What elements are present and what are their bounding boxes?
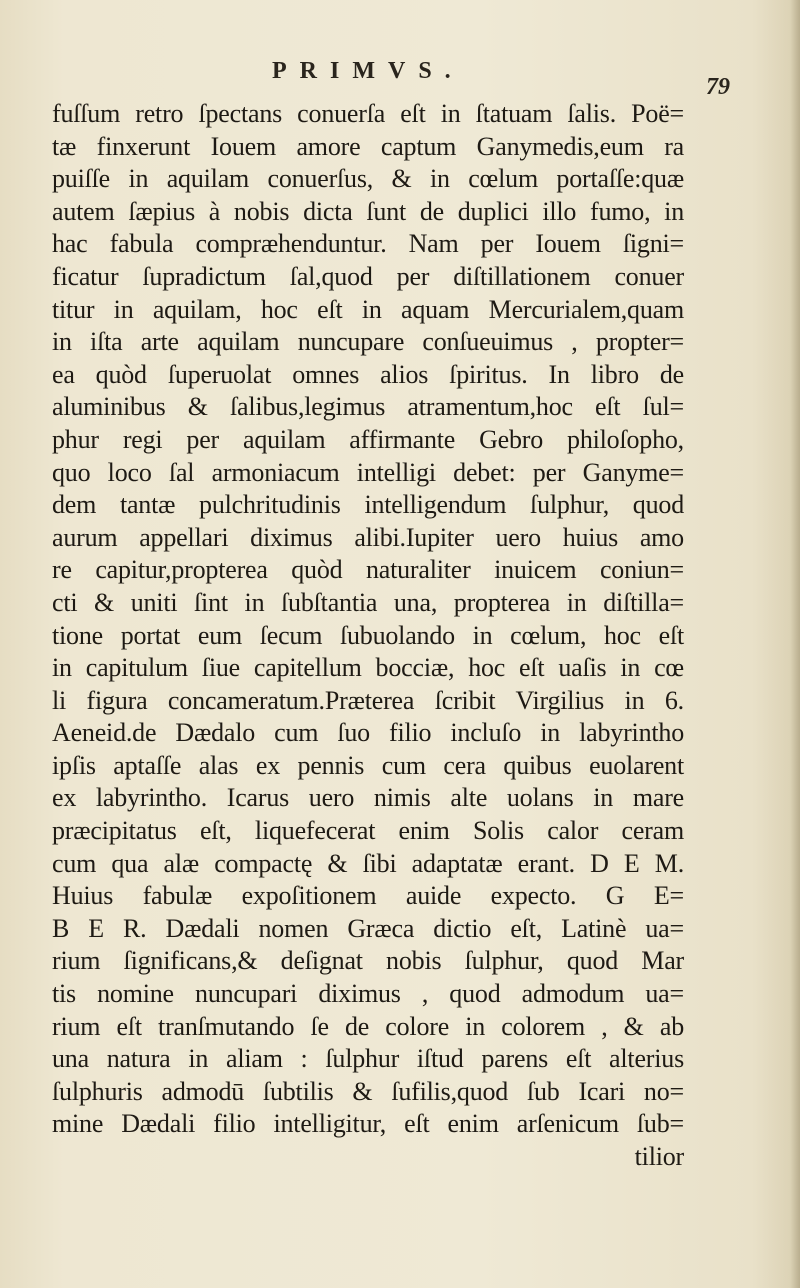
text-line: ipſis aptaſſe alas ex pennis cum cera quibus euolarent: [52, 750, 684, 780]
text-line: tæ finxerunt Iouem amore captum Ganymedis,eum ra: [52, 131, 684, 161]
text-line: rium ſignificans,& deſignat nobis ſulphur, quod Mar: [52, 946, 684, 976]
text-line: re capitur,propterea quòd naturaliter inuicem coniun=: [52, 555, 684, 585]
text-line: aluminibus & ſalibus,legimus atramentum,hoc eſt ſul=: [52, 392, 684, 422]
running-head: PRIMVS.: [272, 58, 464, 84]
text-line: in capitulum ſiue capitellum bocciæ, hoc eſt uaſis in cœ: [52, 653, 684, 683]
text-line: phur regi per aquilam affirmante Gebro philoſopho,: [52, 424, 684, 454]
text-line: puiſſe in aquilam conuerſus, & in cœlum portaſſe:quæ: [52, 164, 684, 194]
text-line: dem tantæ pulchritudinis intelligendum ſulphur, quod: [52, 490, 684, 520]
text-line: tis nomine nuncupari diximus , quod admodum ua=: [52, 979, 684, 1009]
text-line: quo loco ſal armoniacum intelligi debet: per Ganyme=: [52, 457, 684, 487]
text-line: li figura concameratum.Præterea ſcribit Virgilius in 6.: [52, 685, 684, 715]
text-line: una natura in aliam : ſulphur iſtud parens eſt alterius: [52, 1044, 684, 1074]
page-number: 79: [706, 74, 730, 100]
text-line: titur in aquilam, hoc eſt in aquam Mercurialem,quam: [52, 294, 684, 324]
text-line: ex labyrintho. Icarus uero nimis alte uolans in mare: [52, 783, 684, 813]
text-line: mine Dædali filio intelligitur, eſt enim arſenicum ſub=: [52, 1109, 684, 1139]
text-line: B E R. Dædali nomen Græca dictio eſt, Latinè ua=: [52, 913, 684, 943]
text-line: tione portat eum ſecum ſubuolando in cœlum, hoc eſt: [52, 620, 684, 650]
text-line: ficatur ſupradictum ſal,quod per diſtillationem conuer: [52, 261, 684, 291]
catchword: tilior: [634, 1142, 684, 1171]
text-line: præcipitatus eſt, liquefecerat enim Solis calor ceram: [52, 816, 684, 846]
text-line: Huius fabulæ expoſitionem auide expecto. G E=: [52, 881, 684, 911]
body-text: [52, 98, 684, 1174]
text-line: cti & uniti ſint in ſubſtantia una, propterea in diſtilla=: [52, 587, 684, 617]
text-line: hac fabula compræhenduntur. Nam per Iouem ſigni=: [52, 229, 684, 259]
text-line: fuſſum retro ſpectans conuerſa eſt in ſtatuam ſalis. Poë=: [52, 99, 684, 128]
text-line: autem ſæpius à nobis dicta ſunt de duplici illo fumo, in: [52, 196, 684, 226]
page-edge-shadow: [790, 0, 800, 1288]
text-line: cum qua alæ compactę & ſibi adaptatæ erant. D E M.: [52, 848, 684, 878]
text-line: aurum appellari diximus alibi.Iupiter uero huius amo: [52, 522, 684, 552]
text-line: ſulphuris admodū ſubtilis & ſufilis,quod ſub Icari no=: [52, 1076, 684, 1106]
text-line: in iſta arte aquilam nuncupare conſueuimus , propter=: [52, 327, 684, 357]
text-line: Aeneid.de Dædalo cum ſuo filio incluſo in labyrintho: [52, 718, 684, 748]
text-line: ea quòd ſuperuolat omnes alios ſpiritus. In libro de: [52, 359, 684, 389]
text-line: rium eſt tranſmutando ſe de colore in colorem , & ab: [52, 1011, 684, 1041]
page-header: [0, 56, 800, 100]
